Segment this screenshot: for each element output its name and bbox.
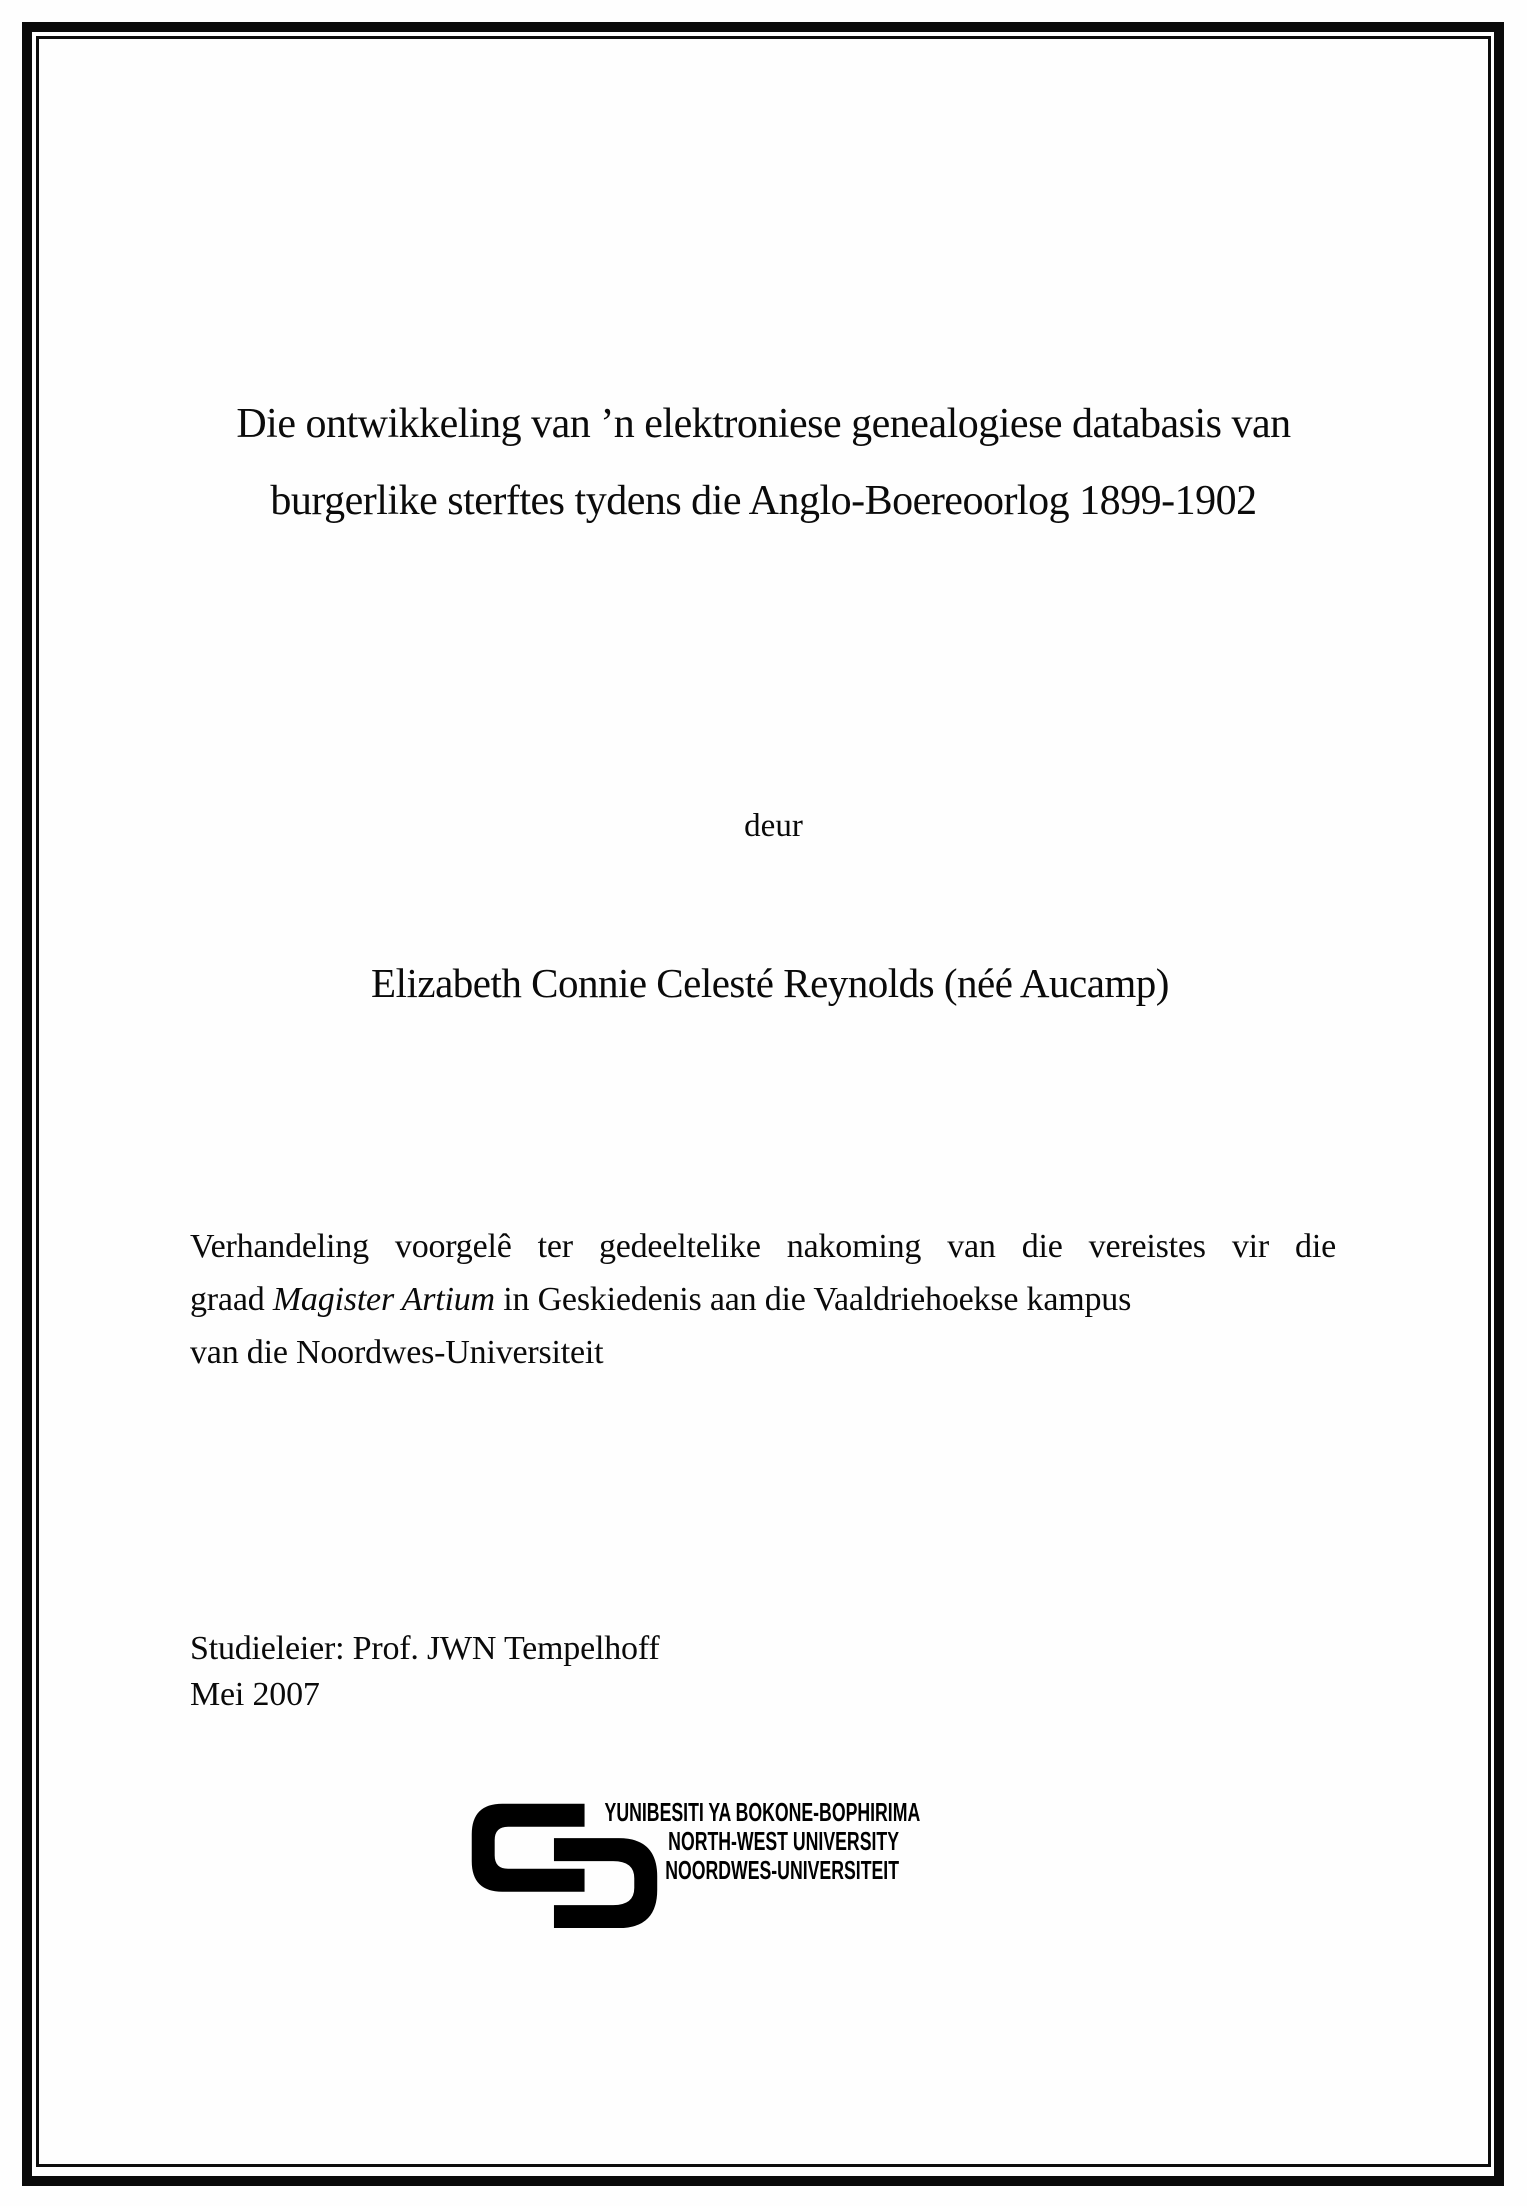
- statement-line-2-suffix: in Geskiedenis aan die Vaaldriehoekse kampus: [494, 1281, 1132, 1318]
- byline: deur: [744, 808, 803, 844]
- thesis-title: [60, 386, 1467, 540]
- logo-line-1: YUNIBESITI YA BOKONE-BOPHIRIMA: [604, 1797, 921, 1827]
- logo-line-2: NORTH-WEST UNIVERSITY: [668, 1826, 899, 1856]
- author-name: Elizabeth Connie Celesté Reynolds (néé Aucamp): [371, 960, 1169, 1006]
- university-logo: [466, 1794, 921, 1944]
- statement-line-2-prefix: graad: [190, 1281, 273, 1318]
- supervisor-line: Studieleier: Prof. JWN Tempelhoff: [190, 1630, 660, 1667]
- logo-line-3: NOORDWES-UNIVERSITEIT: [665, 1855, 899, 1885]
- supervisor-block: [190, 1626, 1090, 1718]
- title-line-1: Die ontwikkeling van ’n elektroniese genealogiese databasis van: [236, 401, 1291, 447]
- degree-name: Magister Artium: [272, 1281, 495, 1318]
- logo-text: [466, 1797, 921, 1885]
- statement-line-2: [190, 1273, 1336, 1326]
- title-line-2: burgerlike sterftes tydens die Anglo-Boereoorlog 1899-1902: [270, 478, 1257, 524]
- date-line: Mei 2007: [190, 1676, 320, 1713]
- degree-statement: [190, 1220, 1336, 1379]
- statement-line-1: Verhandeling voorgelê ter gedeeltelike nakoming van die vereistes vir die: [190, 1228, 1336, 1265]
- statement-line-3: van die Noordwes-Universiteit: [190, 1334, 604, 1371]
